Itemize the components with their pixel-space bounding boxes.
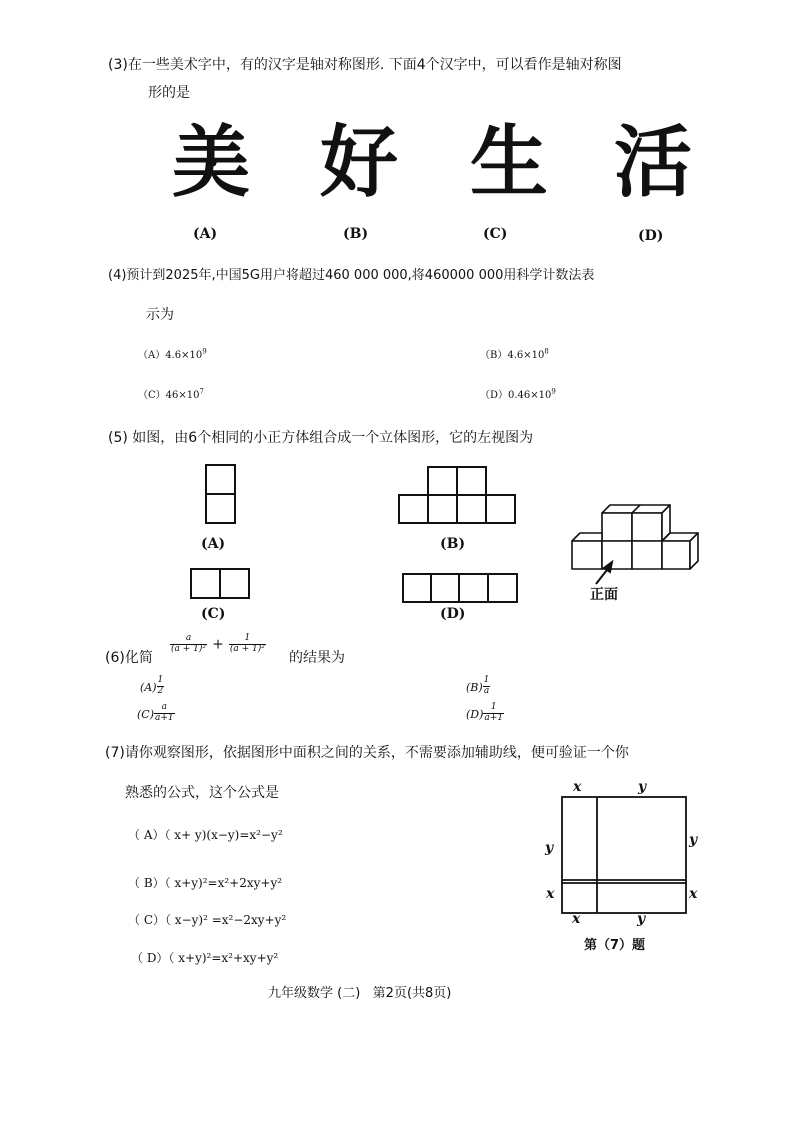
q5-label-a: (A) xyxy=(201,536,226,552)
q6-option-a: (A) $\frac{1}{2}$ xyxy=(140,675,164,696)
q3-char-c: 生 xyxy=(470,118,549,208)
q6-option-d: (D) $\frac{1}{a+1}$ xyxy=(466,702,504,723)
q6-option-b: (B) $\frac{1}{a}$ xyxy=(466,675,490,696)
q7-label-right-y: y xyxy=(689,832,698,848)
q3-line1: (3)在一些美术字中，有的汉字是轴对称图形. 下面4个汉字中，可以看作是轴对称图 xyxy=(108,57,622,73)
q5-label-d: (D) xyxy=(440,606,466,622)
q3-line2: 形的是 xyxy=(148,85,190,101)
q3-label-d: (D) xyxy=(638,228,664,244)
q4-line2: 示为 xyxy=(146,307,174,323)
q7-label-top-x: x xyxy=(573,779,582,795)
q5-label-c: (C) xyxy=(201,606,226,622)
q6-option-c: (C) $\frac{a}{a+1}$ xyxy=(137,702,174,723)
q7-label-bottom-x: x xyxy=(572,911,581,927)
q4-option-a: $(A)4.6\times 10^9$ xyxy=(138,347,207,361)
q6-expression: $\frac{a}{\text{(a + 1)²}}$ + $\frac{1}{\text{(a + 1)²}}$ xyxy=(171,633,265,654)
q5-label-b: (B) xyxy=(440,536,466,552)
q3-char-d: 活 xyxy=(614,118,693,208)
q7-line2: 熟悉的公式，这个公式是 xyxy=(125,785,279,801)
q7-option-c: （ C）（ x−y)² =x²−2xy+y² xyxy=(128,913,287,927)
q7-option-b: （ B）（ x+y)²=x²+2xy+y² xyxy=(128,876,283,890)
q7-label-bottom-y: y xyxy=(637,911,646,927)
q7-figure-caption: 第（7）题 xyxy=(584,938,646,953)
front-label: 正面 xyxy=(590,587,618,603)
q6-suffix: 的结果为 xyxy=(289,650,345,666)
q7-option-d: （ D）（ x+y)²=x²+xy+y² xyxy=(131,951,279,965)
q4-option-d: $(D)0.46\times 10^9$ xyxy=(480,387,556,401)
q3-char-b: 好 xyxy=(320,118,399,208)
q3-label-c: (C) xyxy=(483,226,508,242)
page-footer: 九年级数学 (二) 第2页(共8页) xyxy=(268,986,452,1001)
q4-line1: (4)预计到2025年,中国5G用户将超过460 000 000,将460000 000用科学计数法表 xyxy=(108,268,595,283)
q7-label-left-x: x xyxy=(546,886,555,902)
q3-label-a: (A) xyxy=(193,226,218,242)
q6-prefix: (6)化简 xyxy=(105,650,153,666)
q7-label-right-x: x xyxy=(689,886,698,902)
q7-line1: (7)请你观察图形，依据图形中面积之间的关系，不需要添加辅助线，便可验证一个你 xyxy=(105,745,629,761)
q7-option-a: （ A）（ x+ y)(x−y)=x²−y² xyxy=(128,828,283,842)
q7-label-left-y: y xyxy=(545,840,554,856)
q5-line1: (5) 如图，由6个相同的小正方体组合成一个立体图形，它的左视图为 xyxy=(108,430,534,446)
q4-option-c: $(C)46\times 10^7$ xyxy=(138,387,204,401)
q7-label-top-y: y xyxy=(638,779,647,795)
q4-option-b: $(B)4.6\times 10^8$ xyxy=(480,347,549,361)
q3-char-a: 美 xyxy=(172,118,251,208)
q3-label-b: (B) xyxy=(343,226,369,242)
